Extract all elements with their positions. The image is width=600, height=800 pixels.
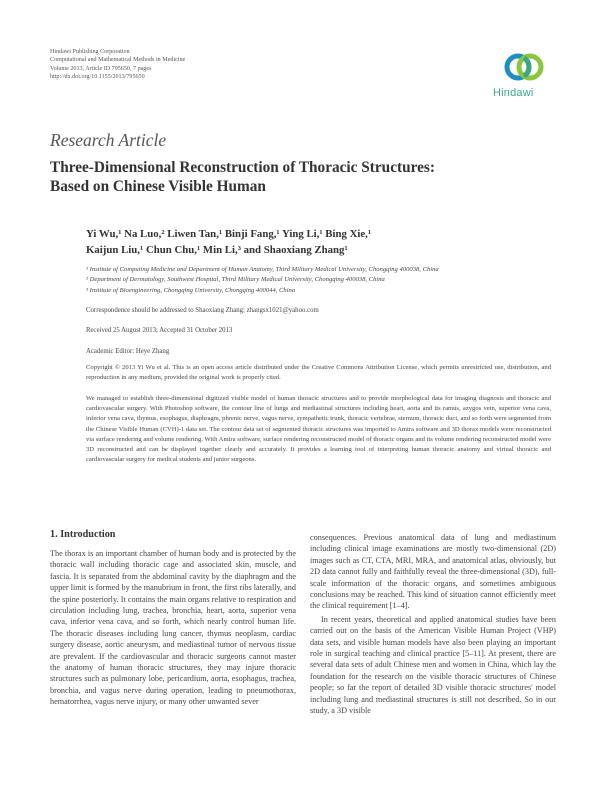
right-column [310,532,556,717]
academic-editor: Academic Editor: Heye Zhang [86,348,170,355]
authors-line-2: Kaijun Liu,¹ Chun Chu,¹ Min Li,³ and Shaoxiang Zhang¹ [86,243,348,256]
affiliation-1: ¹ Institute of Computing Medicine and Department of Human Anatomy, Third Military Medical University, Chongqing 400038, China [86,266,439,273]
left-column [50,548,296,708]
authors-line-1: Yi Wu,¹ Na Luo,² Liwen Tan,¹ Binji Fang,¹ Ying Li,¹ Bing Xie,¹ [86,228,372,240]
intro-paragraph-3: In recent years, theoretical and applied anatomical studies have been carried out on the basis of the American Visible Human Project (VHP) data sets, and visible human models have also been playing an important role in surgical teaching and clinical practice [5–11]. At present, there are several data sets of adult Chinese men and women in China, which lay the foundation for the research on the visible thoracic structures of Chinese people; so far the report of detailed 3D visible thoracic structures' model including lung and mediastinal structures is still not described. So in our study, a 3D visible [310,614,556,716]
doi-link[interactable]: http://dx.doi.org/10.1155/2013/795650 [50,74,145,81]
correspondence: Correspondence should be addressed to Shaoxiang Zhang; zhangsx1021@yahoo.com [86,307,319,314]
author-list [86,227,556,258]
journal-header [50,48,350,82]
article-type: Research Article [50,130,167,150]
abstract-block [86,394,551,465]
section-title: 1. Introduction [50,529,116,540]
title-line-2: Based on Chinese Visible Human [50,178,266,195]
affiliation-2: ² Department of Dermatology, Southwest Hospital, Third Military Medical University, Chongqing 400038, China [86,276,385,284]
hindawi-logo-text: Hindawi [493,87,534,99]
journal-line: Computational and Mathematical Methods in Medicine [50,57,186,64]
copyright-text: Copyright © 2013 Yi Wu et al. This is an open access article distributed under the Creative Commons Attribution License, which permits unrestricted use, distribution, and reproduction in any medium, provided the original work is properly cited. [86,364,551,382]
volume-line: Volume 2013, Article ID 795650, 7 pages [50,65,152,72]
hindawi-logo-icon [503,48,545,86]
copyright-block [86,363,551,383]
intro-paragraph-1: The thorax is an important chamber of human body and is protected by the thoracic wall including thoracic cage and associated skin, muscle, and fascia. It is separated from the abdominal cavity by the diaphragm and the upper limit is formed by the manubrium in front, the first ribs laterally, and the spine posteriorly. It contains the main organs relative to respiration and circulation including lung, trachea, bronchia, heart, aorta, superior vena cava, inferior vena cava, and so forth, which nearly control human life. The thoracic diseases including lung cancer, thymus neoplasm, cardiac surgery disease, aortic aneurysm, and mediastinal tumor of nervous tissue are prevalent. If the cardiovascular and thoracic surgeons cannot master the anatomy of human thoracic structures, they may injure thoracic structures such as pulmonary lobe, pericardium, aorta, esophagus, trachea, bronchia, and vagus nerve during operation, leading to pneumothorax, hematorrhea, vagus nerve injury, or many other unwanted sever [50,549,296,707]
abstract-text: We managed to establish three-dimensional digitized visible model of human thoracic structures and to provide morphological data for imaging diagnosis and thoracic and cardiovascular surgery. With Photoshop software, the contour line of lungs and mediastinal structures including heart, aorta and its ramus, azygos vein, superior vena cava, inferior vena cava, thymus, esophagus, diaphragm, phrenic nerve, vagus nerve, sympathetic trunk, thoracic vertebrae, sternum, thoracic duct, and so forth were segmented from the Chinese Visible Human (CVH)-1 data set. The contour data set of segmented thoracic structures was imported to Amira software and 3D thorax models were reconstructed via surface rendering and volume rendering. With Amira software, surface rendering reconstructed model of thoracic organs and its volume rendering reconstructed model were 3D reconstructed and can be displayed together clearly and accurately. It provides a learning tool of interpreting human thoracic anatomy and virtual thoracic and cardiovascular surgery for medical students and junior surgeons. [86,395,551,464]
title-line-1: Three-Dimensional Reconstruction of Thoracic Structures: [50,159,435,176]
intro-paragraph-2: consequences. Previous anatomical data of lung and mediastinum including clinical image examinations are mostly two-dimensional (2D) images such as CT, CTA, MRI, MRA, and anatomical atlas, obviously, but 2D data cannot fully and faithfully reveal the three-dimensional (3D), full-scale information of the thoracic organs, and sometimes ambiguous conclusions may be reached. This kind of situation cannot efficiently meet the clinical requirement [1–4]. [310,533,556,611]
affiliations [86,265,566,296]
publisher-line: Hindawi Publishing Corporation [50,49,130,55]
paper-title [50,158,550,196]
received-dates: Received 25 August 2013; Accepted 31 October 2013 [86,327,233,334]
hindawi-logo [493,48,557,106]
affiliation-3: ³ Institute of Bioengineering, Chongqing University, Chongqing 400044, China [86,286,296,294]
